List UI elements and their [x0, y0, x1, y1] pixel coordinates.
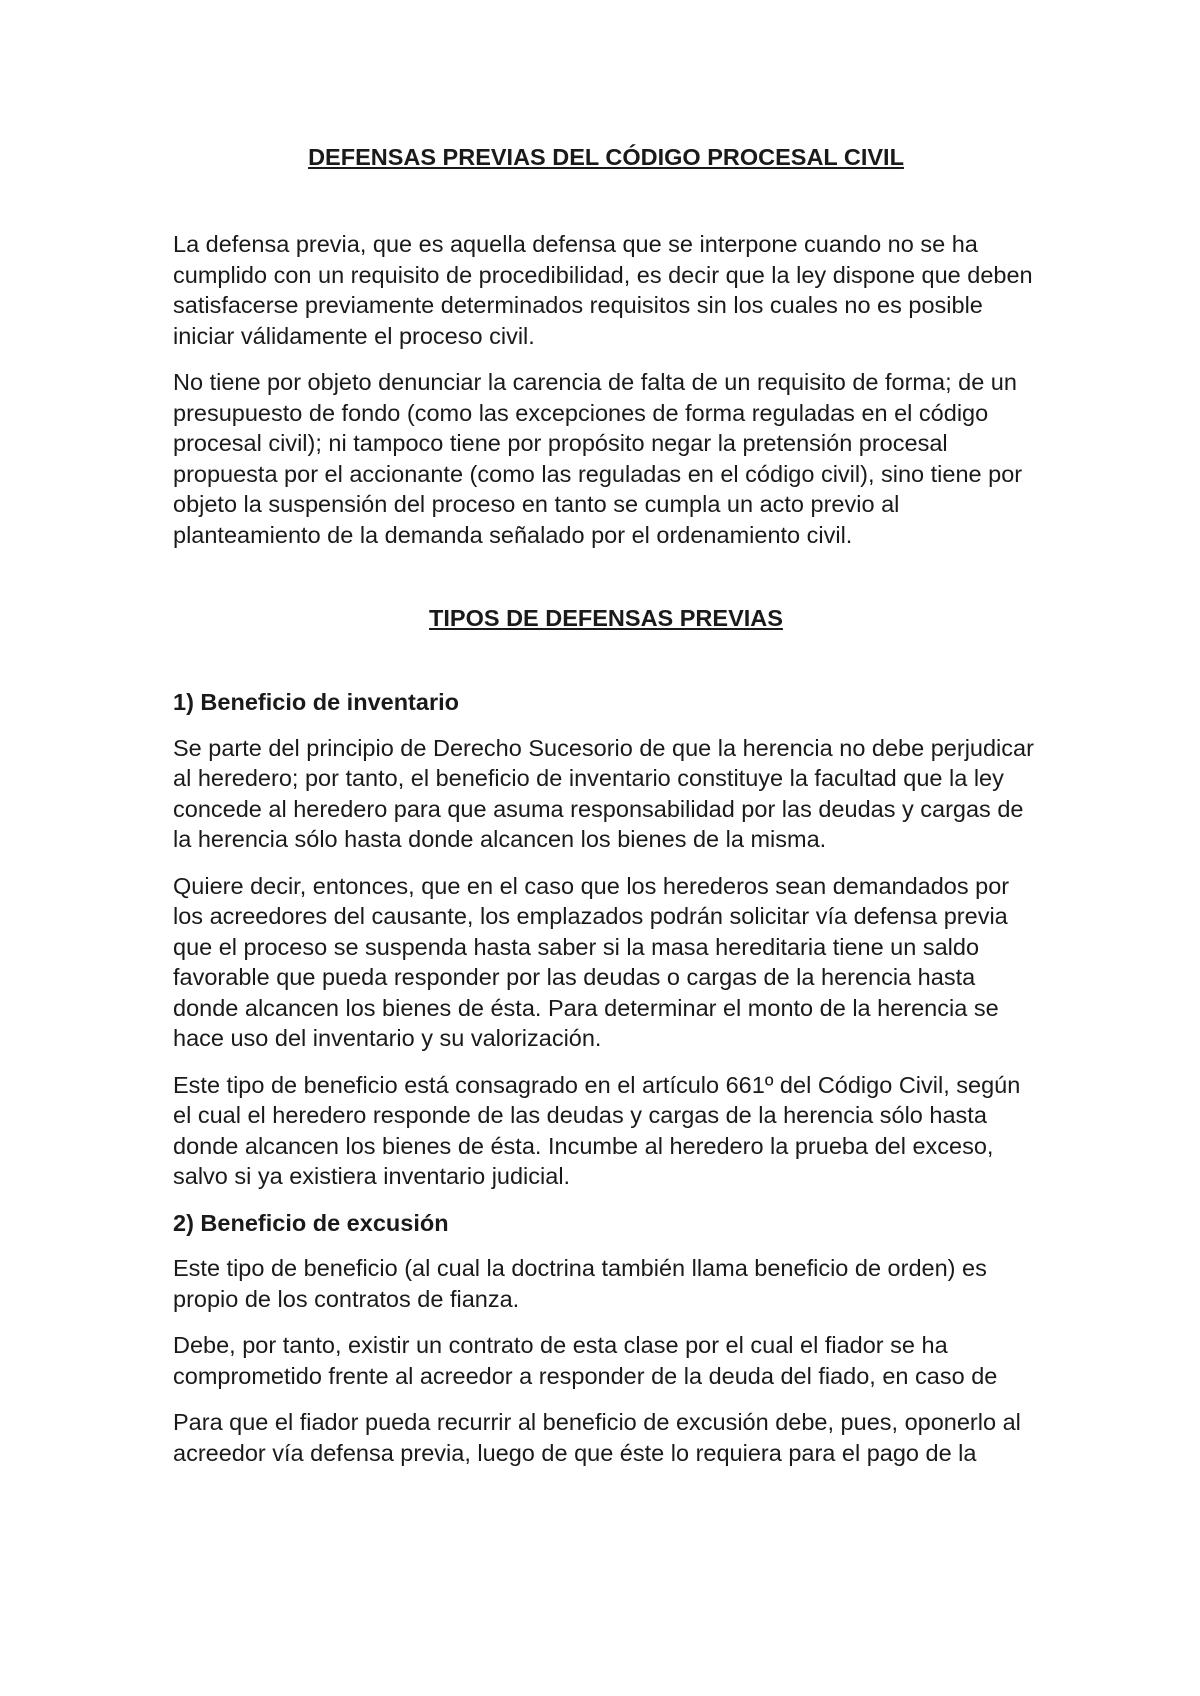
section-heading: 1) Beneficio de inventario: [173, 689, 459, 715]
section-paragraph: Se parte del principio de Derecho Sucesorio de que la herencia no debe perjudicar al heredero; por tanto, el beneficio de inventario constituye la facultad que la ley concede al heredero para que asuma responsabilidad por las deudas y cargas de la herencia sólo hasta donde alcancen los bienes de la misma.: [173, 734, 1034, 852]
document-title: DEFENSAS PREVIAS DEL CÓDIGO PROCESAL CIVIL: [308, 144, 904, 170]
section-paragraph: Este tipo de beneficio (al cual la doctrina también llama beneficio de orden) es propio de los contratos de fianza.: [173, 1255, 987, 1312]
section-paragraph: Quiere decir, entonces, que en el caso que los herederos sean demandados por los acreedores del causante, los emplazados podrán solicitar vía defensa previa que el proceso se suspenda hasta saber si la masa hereditaria tiene un saldo favorable que pueda responder por las deudas o cargas de la herencia hasta donde alcancen los bienes de ésta. Para determinar el monto de la herencia se hace uso del inventario y su valorización.: [173, 872, 1010, 1051]
section-heading: 2) Beneficio de excusión: [173, 1209, 449, 1236]
section-paragraph: Debe, por tanto, existir un contrato de esta clase por el cual el fiador se ha comprometido frente al acreedor a responder de la deuda del fiado, en caso de: [173, 1332, 998, 1389]
intro-paragraph: No tiene por objeto denunciar la carencia de falta de un requisito de forma; de un presupuesto de fondo (como las excepciones de forma reguladas en el código procesal civil); ni tampoco tiene por propósito negar la pretensión procesal propuesta por el accionante (como las reguladas en el código civil), sino tiene por objeto la suspensión del proceso en tanto se cumpla un acto previo al planteamiento de la demanda señalado por el ordenamiento civil.: [173, 369, 1023, 548]
intro-paragraph: La defensa previa, que es aquella defensa que se interpone cuando no se ha cumplido con un requisito de procedibilidad, es decir que la ley dispone que deben satisfacerse previamente determinados requisitos sin los cuales no es posible iniciar válidamente el proceso civil.: [173, 231, 1033, 349]
section-beneficio-excusion: [173, 1208, 1039, 1469]
document-body: [173, 142, 1039, 1484]
section-paragraph: Para que el fiador pueda recurrir al beneficio de excusión debe, pues, oponerlo al acreedor vía defensa previa, luego de que éste lo requiera para el pago de la: [173, 1409, 1021, 1466]
section-paragraph: Este tipo de beneficio está consagrado en el artículo 661º del Código Civil, según el cual el heredero responde de las deudas y cargas de la herencia sólo hasta donde alcancen los bienes de ésta. Incumbe al heredero la prueba del exceso, salvo si ya existiera inventario judicial.: [173, 1071, 1021, 1189]
types-title: TIPOS DE DEFENSAS PREVIAS: [429, 605, 783, 631]
section-beneficio-inventario: [173, 687, 1039, 1192]
